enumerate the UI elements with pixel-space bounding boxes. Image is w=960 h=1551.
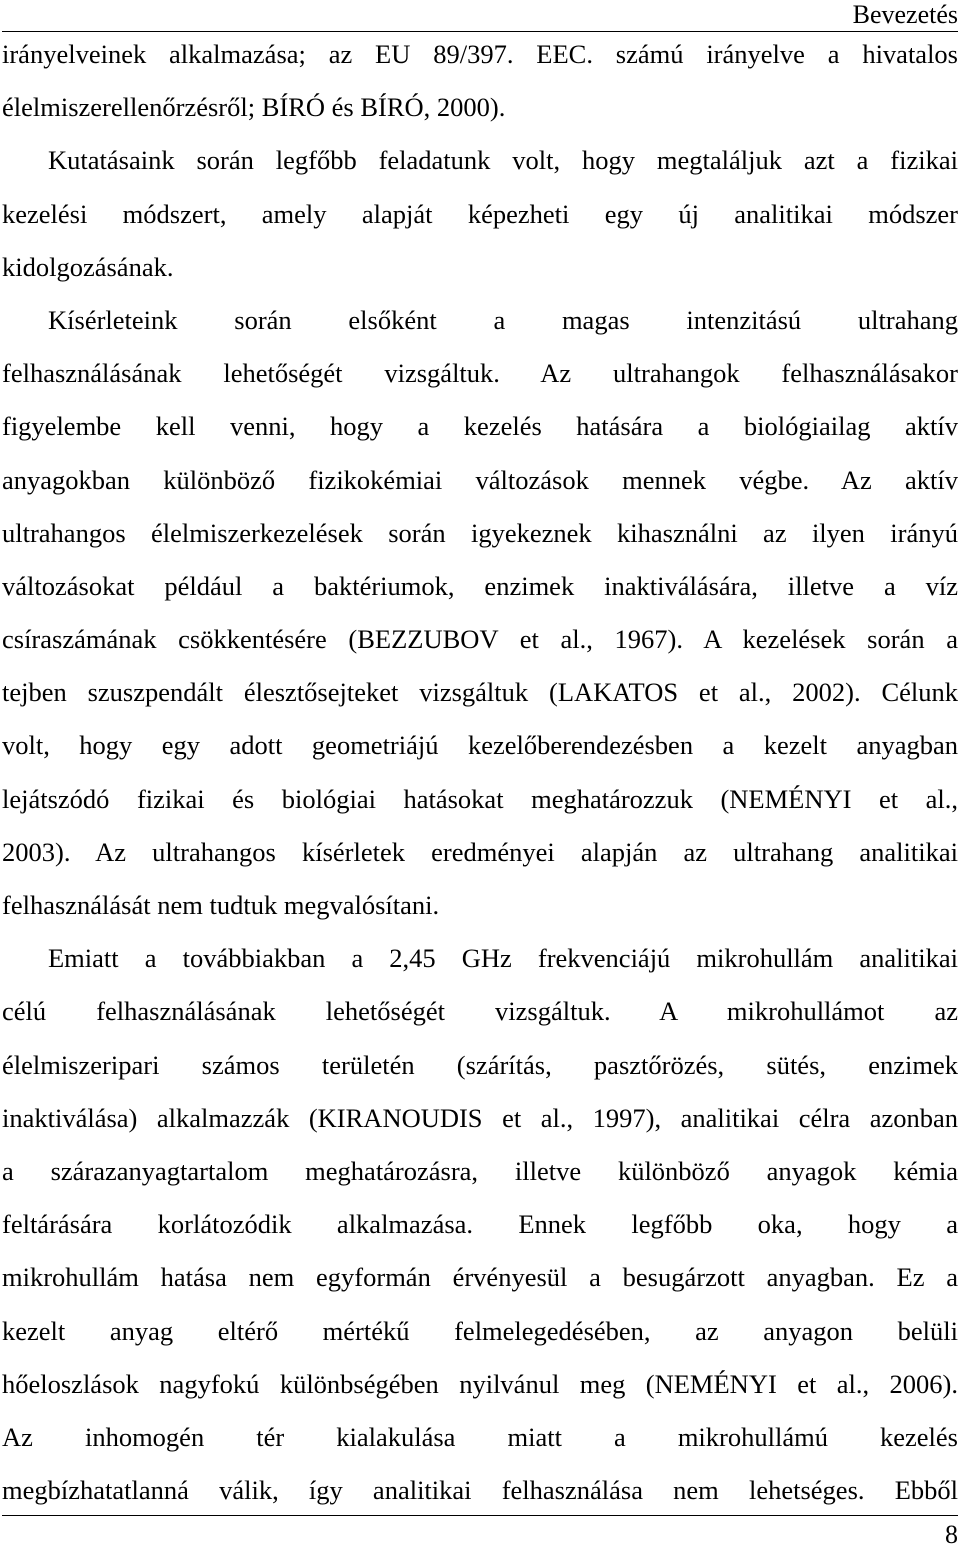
text-line: megbízhatatlanná válik, így analitikai felhasználása nem lehetséges. Ebből (2, 1475, 958, 1506)
text-line: lejátszódó fizikai és biológiai hatásokat meghatározzuk (NEMÉNYI et al., (2, 783, 958, 814)
text-line: volt, hogy egy adott geometriájú kezelőberendezésben a kezelt anyagban (2, 730, 958, 761)
paragraph (2, 28, 958, 134)
text-line: Emiatt a továbbiakban a 2,45 GHz frekvenciájú mikrohullám analitikai (48, 943, 958, 974)
paragraph (2, 134, 958, 294)
text-line: Kísérleteink során elsőként a magas intenzitású ultrahang (48, 304, 958, 335)
text-line: ultrahangos élelmiszerkezelések során igyekeznek kihasználni az ilyen irányú (2, 517, 958, 548)
text-line: célú felhasználásának lehetőségét vizsgáltuk. A mikrohullámot az (2, 996, 958, 1027)
text-line: változásokat például a baktériumok, enzimek inaktiválására, illetve a víz (2, 570, 958, 601)
text-line: kidolgozásának. (2, 251, 174, 282)
text-line: a szárazanyagtartalom meghatározásra, illetve különböző anyagok kémia (2, 1155, 958, 1186)
paragraph (2, 294, 958, 932)
text-line: tejben szuszpendált élesztősejteket vizsgáltuk (LAKATOS et al., 2002). Célunk (2, 677, 958, 708)
footer-divider (2, 1515, 958, 1516)
text-line: csíraszámának csökkentésére (BEZZUBOV et al., 1967). A kezelések során a (2, 624, 958, 655)
text-line: inaktiválása) alkalmazzák (KIRANOUDIS et al., 1997), analitikai célra azonban (2, 1102, 958, 1133)
body-text (2, 28, 958, 1517)
text-line: Kutatásaink során legfőbb feladatunk volt, hogy megtaláljuk azt a fizikai (48, 145, 958, 176)
text-line: feltárására korlátozódik alkalmazása. Ennek legfőbb oka, hogy a (2, 1209, 958, 1240)
page-number: 8 (945, 1520, 958, 1549)
text-line: mikrohullám hatása nem egyformán érvényesül a besugárzott anyagban. Ez a (2, 1262, 958, 1293)
text-line: felhasználásának lehetőségét vizsgáltuk. Az ultrahangok felhasználásakor (2, 358, 958, 389)
text-line: kezelési módszert, amely alapját képezheti egy új analitikai módszer (2, 198, 958, 229)
text-line: irányelveinek alkalmazása; az EU 89/397. EEC. számú irányelve a hivatalos (2, 39, 958, 69)
text-line: Az inhomogén tér kialakulása miatt a mikrohullámú kezelés (2, 1421, 958, 1452)
text-line: élelmiszeripari számos területén (szárítás, pasztőrözés, sütés, enzimek (2, 1049, 958, 1080)
text-line: hőeloszlások nagyfokú különbségében nyilvánul meg (NEMÉNYI et al., 2006). (2, 1368, 958, 1399)
text-line: élelmiszerellenőrzésről; BÍRÓ és BÍRÓ, 2000). (2, 92, 506, 123)
text-line: 2003). Az ultrahangos kísérletek eredményei alapján az ultrahang analitikai (2, 836, 958, 867)
text-line: anyagokban különböző fizikokémiai változások mennek végbe. Az aktív (2, 464, 958, 495)
text-line: figyelembe kell venni, hogy a kezelés hatására a biológiailag aktív (2, 411, 958, 442)
text-line: kezelt anyag eltérő mértékű felmelegedésében, az anyagon belüli (2, 1315, 958, 1346)
section-title: Bevezetés (852, 0, 958, 29)
text-line: felhasználását nem tudtuk megvalósítani. (2, 890, 440, 920)
paragraph (2, 932, 958, 1517)
